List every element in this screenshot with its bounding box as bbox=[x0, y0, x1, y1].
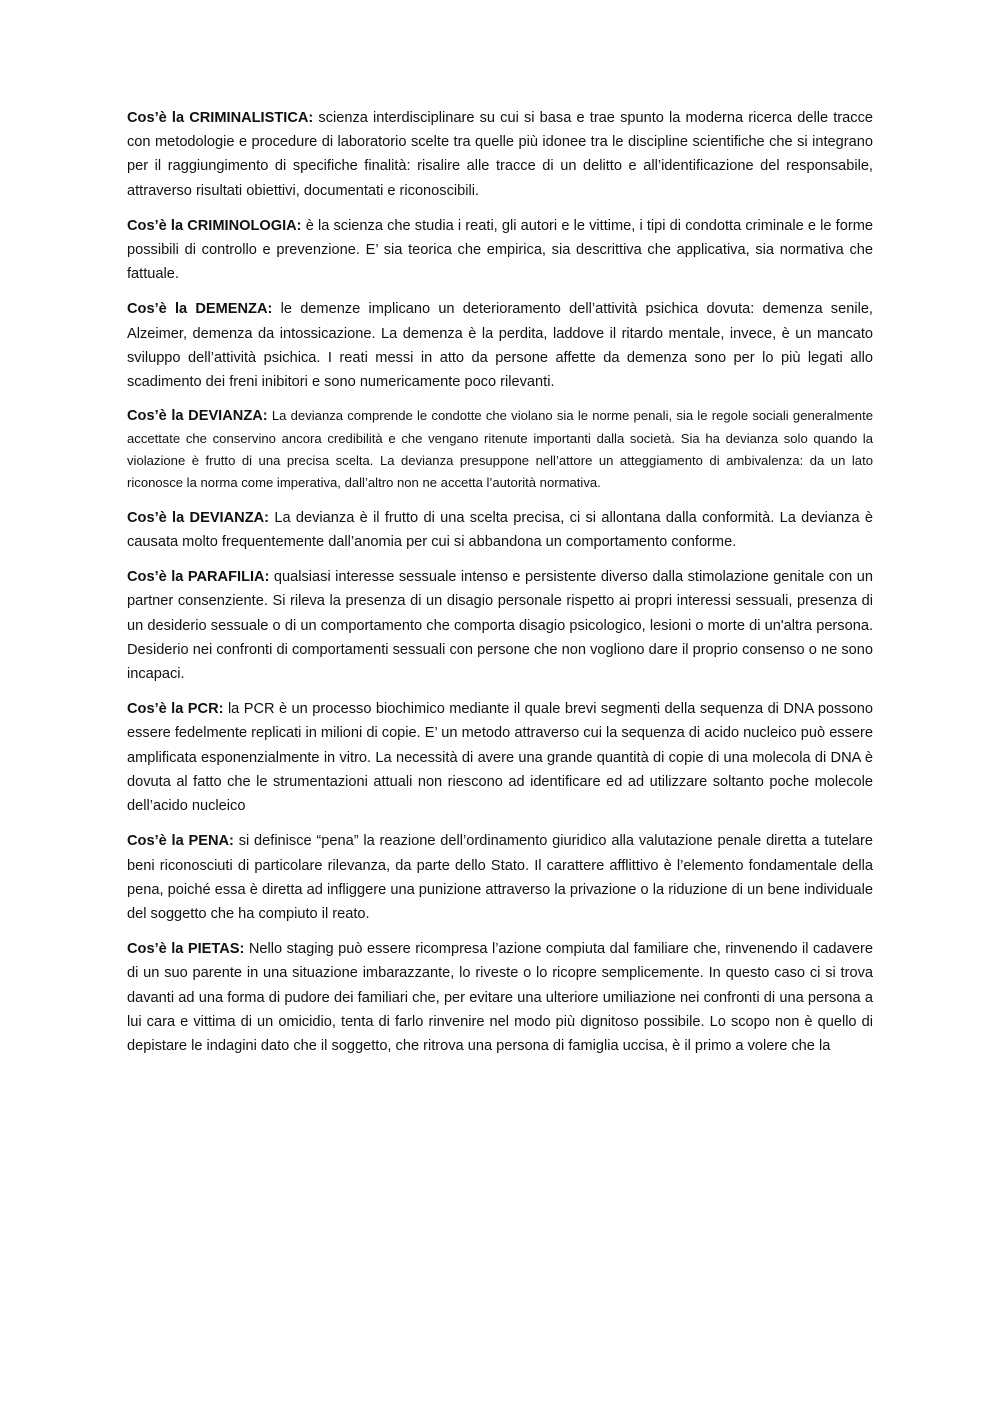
entry-devianza-2 bbox=[127, 506, 873, 554]
entry-text: La devianza è il frutto di una scelta precisa, ci si allontana dalla conformità. La devianza è causata molto frequentemente dall’anomia per cui si abbandona un comportamento conforme. bbox=[127, 509, 873, 551]
entry-term: Cos’è la PCR: bbox=[127, 701, 224, 718]
entry-devianza-1 bbox=[127, 405, 873, 495]
document-page bbox=[127, 106, 873, 1069]
entry-term: Cos’è la PIETAS: bbox=[127, 941, 245, 958]
entry-pena bbox=[127, 829, 873, 926]
entry-term: Cos’è la DEVIANZA: bbox=[127, 408, 268, 425]
entry-text: si definisce “pena” la reazione dell’ordinamento giuridico alla valutazione penale diretta a tutelare beni riconosciuti di particolare rilevanza, da parte dello Stato. Il carattere afflittivo è l’elemento fondamentale della pena, poiché essa è diretta ad infliggere una punizione attraverso la privazione o la riduzione di un bene individuale del soggetto che ha compiuto il reato. bbox=[127, 833, 873, 922]
entry-term: Cos’è la CRIMINOLOGIA: bbox=[127, 217, 302, 234]
entry-term: Cos’è la CRIMINALISTICA: bbox=[127, 110, 314, 126]
entry-text: Nello staging può essere ricompresa l’azione compiuta dal familiare che, rinvenendo il cadavere di un suo parente in una situazione imbarazzante, lo riveste o lo ricopre semplicemente. In questo caso ci si trova davanti ad una forma di pudore dei familiari che, per evitare una ulteriore umiliazione nei confronti di una persona a lui cara e vittima di un omicidio, tenta di farlo rinvenire nel modo più dignitoso possibile. Lo scopo non è quello di depistare le indagini dato che il soggetto, che ritrova una persona di famiglia uccisa, è il primo a volere che la bbox=[127, 941, 873, 1054]
entry-pcr bbox=[127, 697, 873, 818]
entry-term: Cos’è la DEVIANZA: bbox=[127, 509, 270, 526]
entry-term: Cos’è la PARAFILIA: bbox=[127, 569, 270, 586]
entry-term: Cos’è la PENA: bbox=[127, 833, 234, 850]
entry-pietas bbox=[127, 937, 873, 1058]
entry-term: Cos’è la DEMENZA: bbox=[127, 301, 273, 318]
entry-demenza bbox=[127, 297, 873, 394]
entry-text: è la scienza che studia i reati, gli autori e le vittime, i tipi di condotta criminale e le forme possibili di controllo e prevenzione. E’ sia teorica che empirica, sia descrittiva che applicativa, sia normativa che fattuale. bbox=[127, 217, 873, 283]
entry-text: le demenze implicano un deterioramento dell’attività psichica dovuta: demenza senile, Alzeimer, demenza da intossicazione. La demenza è la perdita, laddove il ritardo mentale, invece, è un mancato sviluppo dell’attività psichica. I reati messi in atto da persone affette da demenza sono per lo più legati allo scadimento dei freni inibitori e sono numericamente poco rilevanti. bbox=[127, 301, 873, 391]
entry-criminologia bbox=[127, 214, 873, 287]
entry-text: La devianza comprende le condotte che violano sia le norme penali, sia le regole sociali generalmente accettate che conservino ancora credibilità e che vengano ritenute importanti dalla società. Sia ha devianza solo quando la violazione è frutto di una precisa scelta. La devianza presuppone nell’attore un atteggiamento di ambivalenza: da un lato riconosce la norma come imperativa, dall’altro non ne accetta l’autorità normativa. bbox=[127, 408, 873, 491]
entry-parafilia bbox=[127, 565, 873, 686]
entry-text: qualsiasi interesse sessuale intenso e persistente diverso dalla stimolazione genitale con un partner consenziente. Si rileva la presenza di un disagio personale rispetto ai propri interessi sessuali, presenza di un desiderio sessuale o di un comportamento che comporta disagio psicologico, lesioni o morte di un'altra persona. Desiderio nei confronti di comportamenti sessuali con persone che non vogliono dare il proprio consenso o ne sono incapaci. bbox=[127, 569, 873, 683]
entry-criminalistica bbox=[127, 106, 873, 203]
entry-text: scienza interdisciplinare su cui si basa e trae spunto la moderna ricerca delle tracce con metodologie e procedure di laboratorio scelte tra quelle più idonee tra le discipline scientifiche che si integrano per il raggiungimento di specifiche finalità: risalire alle tracce di un delitto e all’identificazione del responsabile, attraverso risultati obiettivi, documentati e riconoscibili. bbox=[127, 110, 873, 199]
entry-text: la PCR è un processo biochimico mediante il quale brevi segmenti della sequenza di DNA possono essere fedelmente replicati in milioni di copie. E’ un metodo attraverso cui la sequenza di acido nucleico può essere amplificata esponenzialmente in vitro. La necessità di avere una grande quantità di copie di una molecola di DNA è dovuta al fatto che le strumentazioni attuali non riescono ad identificare ed ad utilizzare soltanto poche molecole dell’acido nucleico bbox=[127, 701, 873, 815]
